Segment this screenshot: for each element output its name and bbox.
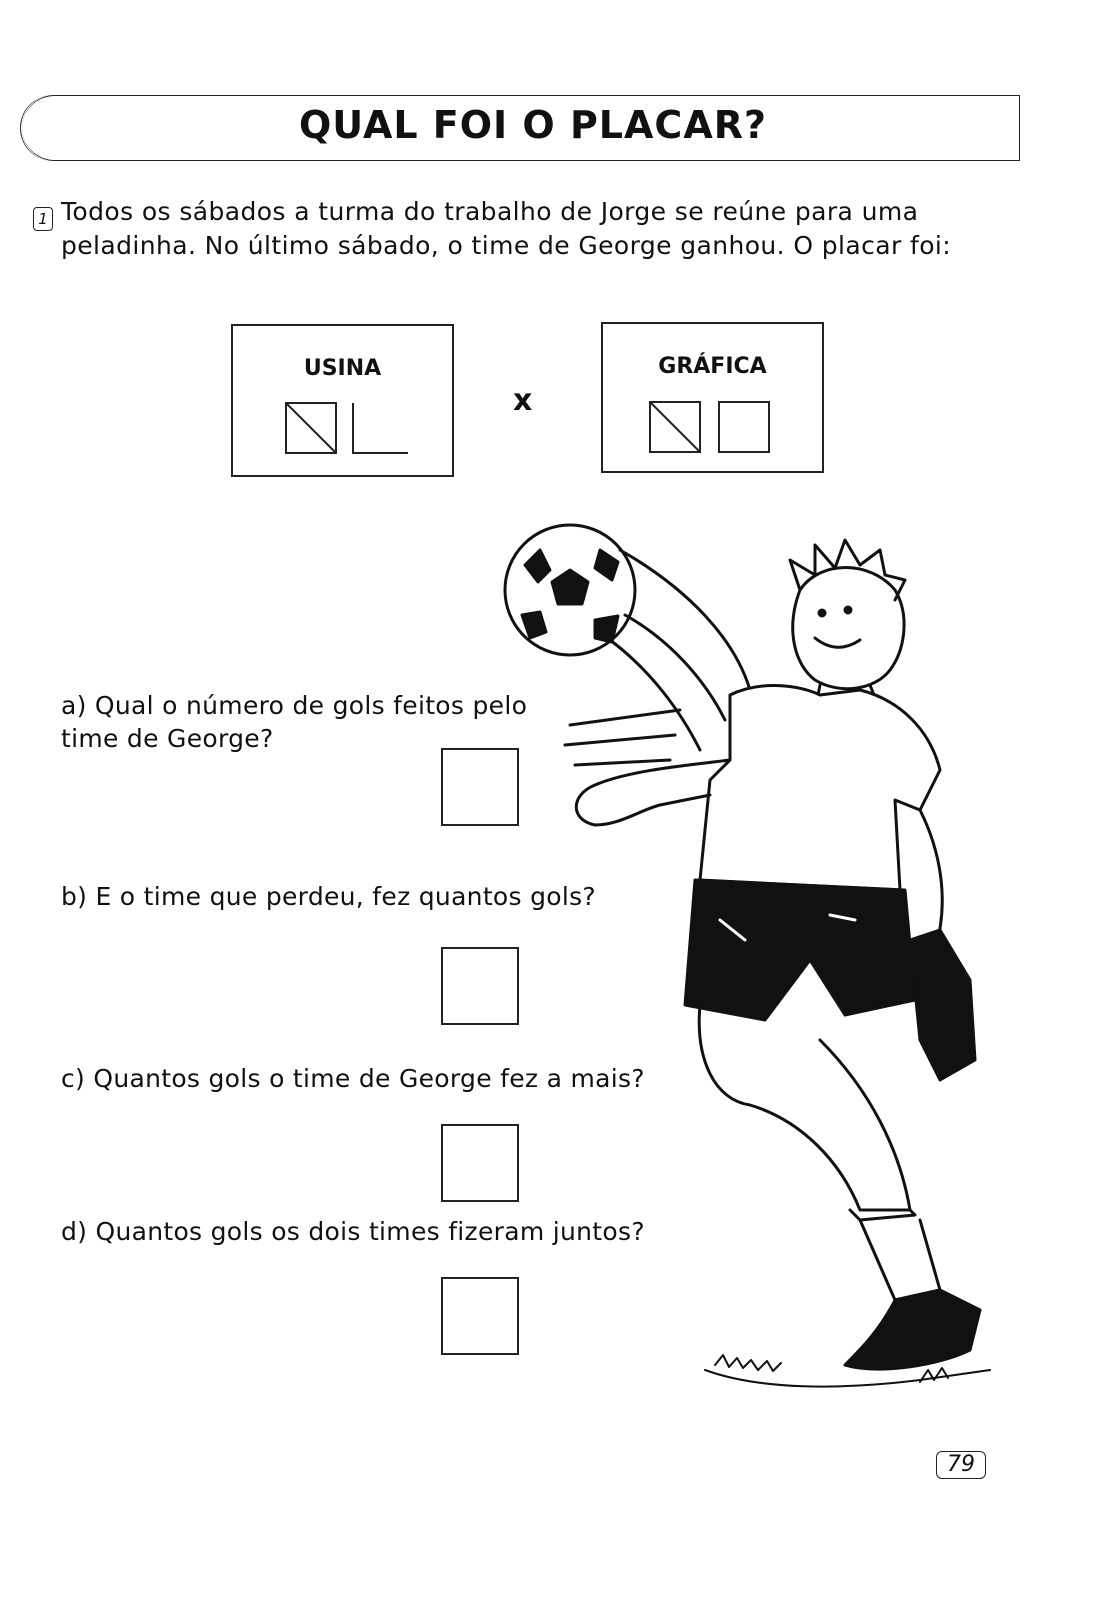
digit-box-open[interactable] xyxy=(352,402,404,454)
scoreboard-usina xyxy=(231,324,454,477)
answer-box-c[interactable] xyxy=(441,1124,519,1202)
page-title: QUAL FOI O PLACAR? xyxy=(298,103,768,147)
answer-box-a[interactable] xyxy=(441,748,519,826)
soccer-player-kicking-ball-illustration xyxy=(500,520,1000,1420)
team-name-grafica: GRÁFICA xyxy=(658,354,767,379)
statement-line-1: Todos os sábados a turma do trabalho de Jorge se reúne para uma xyxy=(61,197,919,226)
answer-box-b[interactable] xyxy=(441,947,519,1025)
question-c: c) Quantos gols o time de George fez a mais? xyxy=(61,1064,645,1093)
answer-box-d[interactable] xyxy=(441,1277,519,1355)
team-name-usina: USINA xyxy=(303,356,382,381)
question-a xyxy=(61,689,527,755)
question-a-line-2: time de George? xyxy=(61,724,274,753)
versus-label: x xyxy=(513,383,533,418)
page-number: 79 xyxy=(936,1451,986,1479)
question-a-line-1: a) Qual o número de gols feitos pelo xyxy=(61,691,528,720)
digit-box-empty[interactable] xyxy=(718,401,770,453)
digit-box-crossed xyxy=(285,402,337,454)
question-d: d) Quantos gols os dois times fizeram juntos? xyxy=(61,1217,645,1246)
statement-line-2: peladinha. No último sábado, o time de George ganhou. O placar foi: xyxy=(61,231,952,260)
question-b: b) E o time que perdeu, fez quantos gols? xyxy=(61,882,597,911)
digit-box-crossed xyxy=(649,401,701,453)
scoreboard-grafica xyxy=(601,322,824,473)
exercise-number-badge: 1 xyxy=(33,207,53,231)
